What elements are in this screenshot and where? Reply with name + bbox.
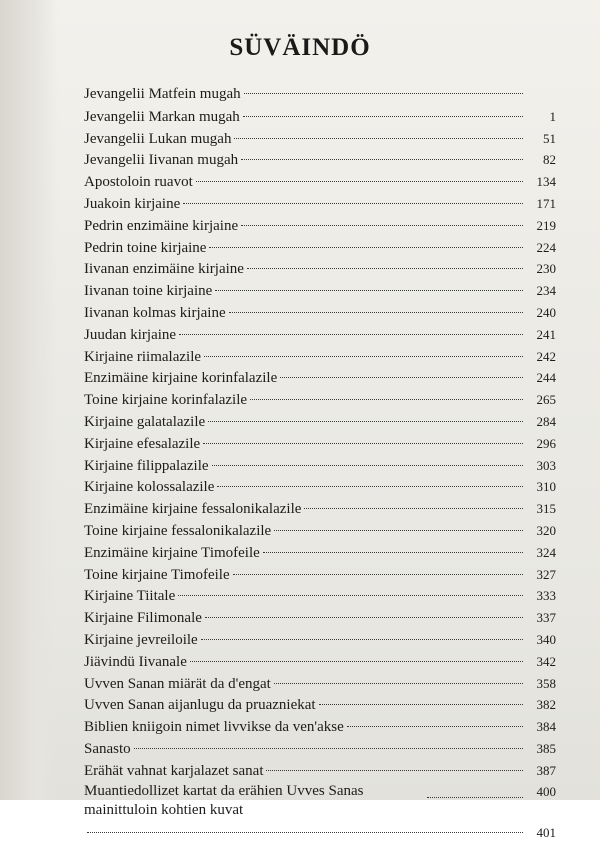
page-title: SÜVÄINDÖ bbox=[0, 34, 600, 62]
toc-entry-page-number: 385 bbox=[526, 738, 556, 760]
dot-leader bbox=[209, 246, 523, 248]
toc-entry-title: Iivanan kolmas kirjaine bbox=[84, 303, 226, 325]
toc-entry-title: Juudan kirjaine bbox=[84, 325, 176, 347]
toc-entry-title: Toine kirjaine korinfalazile bbox=[84, 390, 247, 412]
toc-entry bbox=[84, 629, 556, 651]
toc-entry-page-number: 265 bbox=[526, 389, 556, 411]
toc-entry-page-number: 230 bbox=[526, 258, 556, 280]
dot-leader bbox=[201, 638, 523, 640]
toc-entry bbox=[84, 106, 556, 128]
toc-entry bbox=[84, 171, 556, 193]
dot-leader bbox=[134, 747, 523, 749]
dot-leader bbox=[274, 682, 523, 684]
dot-leader bbox=[208, 420, 523, 422]
dot-leader bbox=[274, 529, 523, 531]
toc-entry-title: Kirjaine filippalazile bbox=[84, 456, 209, 478]
toc-entry-page-number: 382 bbox=[526, 694, 556, 716]
dot-leader bbox=[241, 158, 523, 160]
toc-entry bbox=[84, 433, 556, 455]
toc-entry-title: Iivanan toine kirjaine bbox=[84, 281, 212, 303]
toc-entry bbox=[84, 258, 556, 280]
toc-entry bbox=[84, 193, 556, 215]
dot-leader bbox=[196, 180, 523, 182]
toc-entry-title: Muantiedollizet kartat da erähien Uvves Sanas mainittuloin kohtien kuvat bbox=[84, 782, 424, 820]
toc-entry-page-number: 337 bbox=[526, 607, 556, 629]
toc-entry-page-number: 51 bbox=[526, 128, 556, 150]
toc-entry bbox=[84, 738, 556, 760]
toc-entry-page-number: 1 bbox=[526, 106, 556, 128]
toc-entry-page-number: 324 bbox=[526, 542, 556, 564]
toc-entry bbox=[84, 237, 556, 259]
toc-entry-title: Toine kirjaine fessalonikalazile bbox=[84, 521, 271, 543]
toc-entry bbox=[84, 324, 556, 346]
dot-leader bbox=[266, 769, 523, 771]
dot-leader bbox=[247, 267, 523, 269]
toc-entry-title: Juakoin kirjaine bbox=[84, 194, 180, 216]
toc-entry-title: Erähät vahnat karjalazet sanat bbox=[84, 761, 263, 783]
toc-entry-page-number: 327 bbox=[526, 564, 556, 586]
toc-entry bbox=[84, 476, 556, 498]
toc-entry bbox=[84, 673, 556, 695]
toc-entry-title: Jevangelii Matfein mugah bbox=[84, 84, 241, 106]
toc-entry bbox=[84, 542, 556, 564]
dot-leader bbox=[241, 224, 523, 226]
toc-entry-page-number: 234 bbox=[526, 280, 556, 302]
toc-entry bbox=[84, 367, 556, 389]
dot-leader bbox=[205, 616, 523, 618]
dot-leader bbox=[87, 831, 523, 833]
toc-entry bbox=[84, 84, 556, 106]
toc-entry-page-number: 401 bbox=[526, 822, 556, 843]
toc-entry-title: Kirjaine jevreiloile bbox=[84, 630, 198, 652]
toc-entry bbox=[84, 498, 556, 520]
toc-entry-page-number: 310 bbox=[526, 476, 556, 498]
dot-leader bbox=[229, 311, 523, 313]
toc-entry bbox=[84, 149, 556, 171]
dot-leader bbox=[427, 796, 523, 798]
toc-entry-page-number: 134 bbox=[526, 171, 556, 193]
toc-entry bbox=[84, 455, 556, 477]
toc-entry-page-number: 320 bbox=[526, 520, 556, 542]
toc-entry-title: Toine kirjaine Timofeile bbox=[84, 565, 230, 587]
toc-entry bbox=[84, 128, 556, 150]
toc-entry-page-number: 384 bbox=[526, 716, 556, 738]
toc-entry-page-number: 241 bbox=[526, 324, 556, 346]
toc-entry bbox=[84, 694, 556, 716]
toc-entry-title: Iivanan enzimäine kirjaine bbox=[84, 259, 244, 281]
toc-entry bbox=[84, 280, 556, 302]
toc-entry-page-number: 340 bbox=[526, 629, 556, 651]
toc-entry-page-number: 240 bbox=[526, 302, 556, 324]
dot-leader bbox=[203, 442, 523, 444]
page-edge-shadow bbox=[0, 0, 58, 800]
toc-entry bbox=[84, 607, 556, 629]
toc-entry-title: Kirjaine Filimonale bbox=[84, 608, 202, 630]
dot-leader bbox=[304, 507, 523, 509]
toc-entry bbox=[84, 302, 556, 324]
dot-leader bbox=[190, 660, 523, 662]
toc-entry-title: Jiävindü Iivanale bbox=[84, 652, 187, 674]
toc-entry-title: Enzimäine kirjaine fessalonikalazile bbox=[84, 499, 301, 521]
dot-leader bbox=[212, 464, 523, 466]
toc-entry bbox=[84, 716, 556, 738]
toc-entry-page-number: 333 bbox=[526, 585, 556, 607]
toc-entry-page-number: 358 bbox=[526, 673, 556, 695]
dot-leader bbox=[234, 137, 523, 139]
toc-entry-title: Enzimäine kirjaine korinfalazile bbox=[84, 368, 277, 390]
dot-leader bbox=[204, 355, 523, 357]
toc-entry-title: Uvven Sanan miärät da d'engat bbox=[84, 674, 271, 696]
toc-entry-page-number: 219 bbox=[526, 215, 556, 237]
toc-entry-page-number: 284 bbox=[526, 411, 556, 433]
dot-leader bbox=[319, 703, 523, 705]
toc-entry-title: Kirjaine Tiitale bbox=[84, 586, 175, 608]
dot-leader bbox=[243, 115, 523, 117]
toc-entry bbox=[84, 389, 556, 411]
dot-leader bbox=[179, 333, 523, 335]
toc-entry-title: Pedrin enzimäine kirjaine bbox=[84, 216, 238, 238]
dot-leader bbox=[217, 485, 523, 487]
toc-entry bbox=[84, 520, 556, 542]
toc-entry-title: Pedrin toine kirjaine bbox=[84, 238, 206, 260]
toc-entry-page-number: 296 bbox=[526, 433, 556, 455]
toc-entry-title: Kirjaine galatalazile bbox=[84, 412, 205, 434]
toc-entry-page-number: 303 bbox=[526, 455, 556, 477]
toc-entry bbox=[84, 346, 556, 368]
dot-leader bbox=[183, 202, 523, 204]
toc-entry-title: Kirjaine riimalazile bbox=[84, 347, 201, 369]
toc-entry-page-number: 242 bbox=[526, 346, 556, 368]
toc-entry-title: Kirjaine efesalazile bbox=[84, 434, 200, 456]
toc-entry-page-number: 387 bbox=[526, 760, 556, 782]
toc-entry-page-number: 224 bbox=[526, 237, 556, 259]
toc-entry-page-number: 342 bbox=[526, 651, 556, 673]
dot-leader bbox=[263, 551, 523, 553]
dot-leader bbox=[244, 92, 523, 94]
dot-leader bbox=[178, 594, 523, 596]
toc-entry-title: Apostoloin ruavot bbox=[84, 172, 193, 194]
toc-entry bbox=[84, 215, 556, 237]
toc-entry-title: Jevangelii Lukan mugah bbox=[84, 129, 231, 151]
toc-entry-title: Enzimäine kirjaine Timofeile bbox=[84, 543, 260, 565]
dot-leader bbox=[347, 725, 523, 727]
toc-entry-title: Jevangelii Iivanan mugah bbox=[84, 150, 238, 172]
toc-entry-title: Kirjaine kolossalazile bbox=[84, 477, 214, 499]
toc-entry-page-number: 171 bbox=[526, 193, 556, 215]
toc-entry bbox=[84, 585, 556, 607]
toc-entry bbox=[84, 411, 556, 433]
dot-leader bbox=[280, 376, 523, 378]
toc-entry-page-number: 82 bbox=[526, 149, 556, 171]
dot-leader bbox=[215, 289, 523, 291]
toc-entry bbox=[84, 651, 556, 673]
toc-entry-title: Jevangelii Markan mugah bbox=[84, 107, 240, 129]
toc-entry-title: Uvven Sanan aijanlugu da pruazniekat bbox=[84, 695, 316, 717]
table-of-contents bbox=[84, 84, 556, 843]
toc-entry bbox=[84, 760, 556, 782]
toc-entry-page-number: 400 bbox=[526, 782, 556, 801]
toc-entry-title: Sanasto bbox=[84, 739, 131, 761]
toc-entry-title: Biblien kniigoin nimet livvikse da ven'akse bbox=[84, 717, 344, 739]
dot-leader bbox=[250, 398, 523, 400]
toc-entry bbox=[84, 564, 556, 586]
toc-entry-page-number: 315 bbox=[526, 498, 556, 520]
toc-entry-page-number: 244 bbox=[526, 367, 556, 389]
dot-leader bbox=[233, 573, 523, 575]
toc-entry bbox=[84, 782, 556, 822]
toc-entry bbox=[84, 822, 556, 843]
